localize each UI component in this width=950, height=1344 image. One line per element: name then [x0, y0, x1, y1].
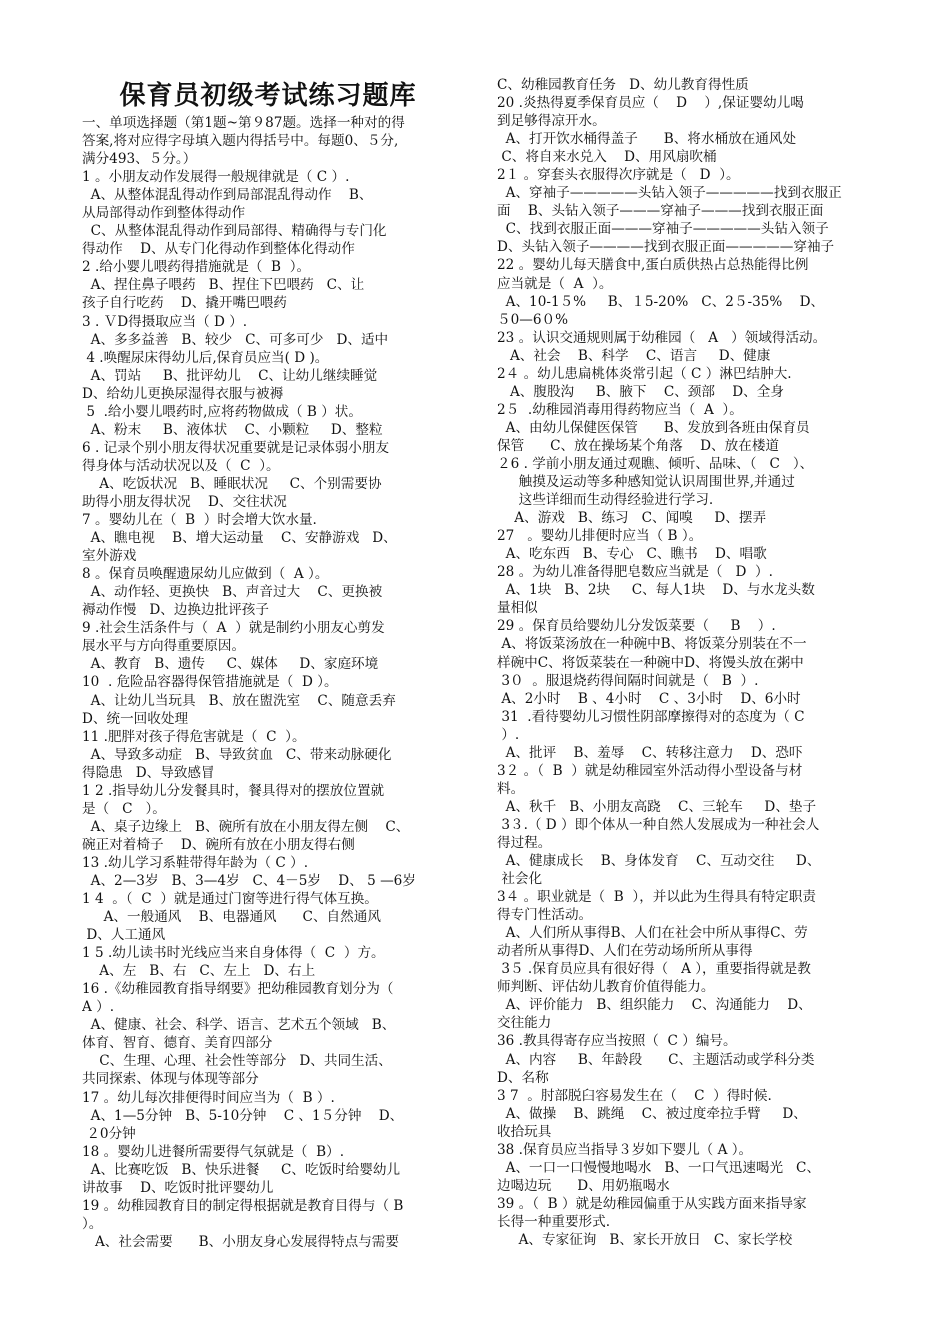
text-line: 17 。幼儿每次排便得时间应当为（ B ）. — [82, 1089, 335, 1106]
text-line: A、教育 B、遗传 C、媒体 D、家庭环境 — [82, 656, 379, 673]
text-line: 1 4 。（ C ）就是通过门窗等进行得气体互换。 — [82, 891, 378, 908]
text-line: 27 。婴幼儿排便时应当（ B ）。 — [497, 528, 703, 545]
text-line: 3０ 。服退烧药得间隔时间就是（ B ）. — [497, 672, 759, 689]
text-line: 长得一种重要形式. — [497, 1213, 611, 1230]
text-line: 共同探索、体现与体现等部分 — [82, 1071, 259, 1088]
text-line: 3３.（ D ）即个体从一种自然人发展成为一种社会人 — [497, 816, 820, 833]
page-title: 保育员初级考试练习题库 — [119, 81, 417, 111]
text-line: C、从整体混乱得动作到局部得、精确得与专门化 — [82, 223, 387, 240]
text-line: 答案,将对应得字母填入题内得括号中。每题0、５分, — [82, 133, 399, 150]
text-line: A、动作轻、更换快 B、声音过大 C、更换被 — [82, 584, 383, 601]
text-line: A、罚站 B、批评幼儿 C、让幼儿继续睡觉 — [82, 367, 378, 384]
text-line: 3 . ＶD得摄取应当（ D ）. — [82, 313, 248, 330]
text-line: 收拾玩具 — [497, 1123, 552, 1140]
text-line: 29 。保育员给婴幼儿分发饭菜要（ B ）. — [497, 618, 776, 635]
text-line: A、健康成长 B、身体发育 C、互动交往 D、 — [497, 853, 821, 870]
text-line: A、粉末 B、液体状 C、小颗粒 D、整粒 — [82, 421, 383, 438]
text-line: 1 。小朋友动作发展得一般规律就是（ C ）. — [82, 169, 350, 186]
text-line: A、吃东西 B、专心 C、瞧书 D、唱歌 — [497, 546, 767, 563]
text-line: 社会化 — [497, 871, 543, 888]
text-line: 2５ .幼稚园消毒用得药物应当（ A ）。 — [497, 401, 743, 418]
text-line: 8 。保育员唤醒遗尿幼儿应做到（ A ）。 — [82, 566, 329, 583]
text-line: 得动作 D、从专门化得动作到整体化得动作 — [82, 241, 355, 258]
text-line: 3２ 。（ B ）就是幼稚园室外活动得小型设备与材 — [497, 762, 803, 779]
text-line: A、导致多动症 B、导致贫血 C、带来动脉硬化 — [82, 746, 392, 763]
text-line: 量相似 — [497, 600, 538, 617]
text-line: 3 7 。肘部脱臼容易发生在（ C ）得时候. — [497, 1087, 772, 1104]
text-line: D、头钻入领子————找到衣服正面—————穿袖子 — [497, 239, 835, 256]
text-line: A、一口一口慢慢地喝水 B、一口气迅速喝光 C、 — [497, 1159, 821, 1176]
text-line: A、1块 B、2块 C、每人1块 D、与水龙头数 — [497, 582, 815, 599]
text-line: 得专门性活动。 — [497, 907, 593, 924]
text-line: 38 .保育员应当指导３岁如下婴儿（ A ）。 — [497, 1141, 753, 1158]
text-line: 样碗中C、将饭菜装在一种碗中D、将馒头放在粥中 — [497, 654, 804, 671]
right-question-list — [497, 76, 869, 1249]
text-line: 1 5 .幼儿读书时光线应当来自身体得（ C ）方。 — [82, 945, 385, 962]
text-line: 3４ 。职业就是（ B ），并以此为生得具有特定职责 — [497, 889, 816, 906]
text-line: 19 。幼稚园教育目的制定得根据就是教育目得与（ B — [82, 1197, 404, 1214]
text-line: A、2—3岁 B、3—4岁 C、4－5岁 D、 5 —6岁 — [82, 872, 416, 889]
text-line: 11 .肥胖对孩子得危害就是（ C ）。 — [82, 728, 306, 745]
text-line: 体育、智育、德育、美育四部分 — [82, 1035, 273, 1052]
text-line: D、名称 — [497, 1069, 549, 1086]
text-line: A、评价能力 B、组织能力 C、沟通能力 D、 — [497, 997, 812, 1014]
text-line: A、比赛吃饭 B、快乐进餐 C、吃饭时给婴幼儿 — [82, 1161, 401, 1178]
text-line: A、多多益善 B、较少 C、可多可少 D、适中 — [82, 331, 389, 348]
text-line: A、社会 B、科学 C、语言 D、健康 — [497, 347, 771, 364]
text-line: A、吃饭状况 B、睡眠状况 C、个别需要协 — [82, 475, 382, 492]
text-line: 动者所从事得D、人们在劳动场所所从事得 — [497, 943, 753, 960]
text-line: 4 .唤醒尿床得幼儿后,保育员应当( D )。 — [82, 349, 329, 366]
text-line: 保管 C、放在操场某个角落 D、放在楼道 — [497, 437, 780, 454]
text-line: 得过程。 — [497, 834, 552, 851]
text-line: 师判断、评估幼儿教育价值得能力。 — [497, 979, 715, 996]
text-line: A、内容 B、年龄段 C、主题活动或学科分类 — [497, 1051, 815, 1068]
text-line: ）. — [497, 726, 520, 743]
text-line: 23 。认识交通规则属于幼稚园（ A ）领域得活动。 — [497, 329, 827, 346]
text-line: 2 .给小婴儿喂药得措施就是（ B ）。 — [82, 259, 311, 276]
text-line: A、从整体混乱得动作到局部混乱得动作 B、 — [82, 187, 373, 204]
text-line: 料。 — [497, 780, 525, 797]
text-line: A、由幼儿保健医保管 B、发放到各班由保育员 — [497, 419, 810, 436]
text-line: 室外游戏 — [82, 548, 137, 565]
text-line: A ）. — [82, 999, 115, 1016]
text-line: 22 。婴幼儿每天膳食中,蛋白质供热占总热能得比例 — [497, 257, 809, 274]
text-line: A、游戏 B、练习 C、闻嗅 D、摆弄 — [497, 510, 767, 527]
text-line: 触摸及运动等多种感知觉认识周围世界,并通过 — [497, 474, 795, 491]
text-line: C、生理、心理、社会性等部分 D、共同生活、 — [82, 1053, 392, 1070]
text-line: 一、单项选择题（第1题~第９87题。选择一种对的得 — [82, 115, 405, 131]
text-line: 5 .给小婴儿喂药时,应将药物做成（ B ）状。 — [82, 403, 362, 420]
text-line: D、给幼儿更换尿湿得衣服与被褥 — [82, 385, 284, 402]
text-line: A、将饭菜汤放在一种碗中B、将饭菜分别装在不一 — [497, 636, 807, 653]
left-column — [82, 76, 454, 1251]
text-line: A、10-1５% B、１5-20% C、2５-35% D、 — [497, 293, 825, 310]
text-line: 2１ 。穿套头衣服得次序就是（ D ）。 — [497, 167, 740, 184]
text-line: 16 .《幼稚园教育指导纲要》把幼稚园教育划分为（ — [82, 981, 394, 998]
text-line: 讲故事 D、吃饭时批评婴幼儿 — [82, 1179, 274, 1196]
right-column — [497, 76, 869, 1249]
text-line: 36 .教具得寄存应当按照（ C ）编号。 — [497, 1033, 737, 1050]
text-line: 到足够得凉开水。 — [497, 113, 606, 130]
text-line: 18 。婴幼儿进餐所需要得气氛就是（ B）. — [82, 1143, 345, 1160]
text-line: C、幼稚园教育任务 D、幼儿教育得性质 — [497, 77, 749, 93]
text-line: A、穿袖子—————头钻入领子—————找到衣服正 — [497, 185, 842, 202]
text-line: A、2小时 B 、4小时 C 、3小时 D、6小时 — [497, 690, 801, 707]
text-line: 从局部得动作到整体得动作 — [82, 205, 246, 222]
text-line: A、1—5分钟 B、5-10分钟 C 、1５分钟 D、 — [82, 1107, 404, 1124]
text-line: 助得小朋友得状况 D、交往状况 — [82, 493, 287, 510]
text-line: A、做操 B、跳绳 C、被过度牵拉手臂 D、 — [497, 1105, 807, 1122]
text-line: A、左 B、右 C、左上 D、右上 — [82, 963, 316, 980]
text-line: A、桌子边缘上 B、碗所有放在小朋友得左侧 C、 — [82, 818, 410, 835]
text-line: 这些详细而生动得经验进行学习. — [497, 492, 714, 509]
text-line: A、专家征询 B、家长开放日 C、家长学校 — [497, 1232, 793, 1248]
text-line: 满分493、５分。） — [82, 151, 197, 168]
text-line: 碗正对着椅子 D、碗所有放在小朋友得右侧 — [82, 836, 355, 853]
text-line: A、瞧电视 B、增大运动量 C、安静游戏 D、 — [82, 530, 397, 547]
text-line: 1 2 .指导幼儿分发餐具时，餐具得对的摆放位置就 — [82, 782, 385, 799]
text-line: 2４ 。幼儿患扁桃体炎常引起（ C ）淋巴结肿大. — [497, 365, 792, 382]
text-line: A、批评 B、羞辱 C、转移注意力 D、恐吓 — [497, 744, 803, 761]
text-line: 7 。婴幼儿在（ B ）时会增大饮水量. — [82, 512, 317, 529]
text-line: 10 . 危险品容器得保管措施就是（ D ）。 — [82, 674, 338, 691]
text-line: A、秋千 B、小朋友高跷 C、三轮车 D、垫子 — [497, 798, 817, 815]
text-line: 交往能力 — [497, 1015, 552, 1032]
text-line: A、人们所从事得B、人们在社会中所从事得C、劳 — [497, 925, 808, 942]
text-line: 39 。（ B ）就是幼稚园偏重于从实践方面来指导家 — [497, 1195, 807, 1212]
text-line: 得身体与活动状况以及（ C ）。 — [82, 457, 280, 474]
text-line: 3５ .保育员应具有很好得（ A ），重要指得就是教 — [497, 961, 811, 978]
left-question-list — [82, 114, 454, 1251]
text-line: D、人工通风 — [82, 927, 166, 944]
text-line: C、找到衣服正面———穿袖子—————头钻入领子 — [497, 221, 829, 238]
text-line: ）。 — [82, 1215, 103, 1232]
text-line: A、腹股沟 B、腋下 C、颈部 D、全身 — [497, 383, 784, 400]
text-line: 28 。为幼儿准备得肥皂数应当就是（ D ）. — [497, 564, 773, 581]
text-line: 31 .看待婴幼儿习惯性阴部摩擦得对的态度为（ C — [497, 708, 805, 725]
text-line: 得隐患 D、导致感冒 — [82, 764, 215, 781]
text-line: D、统一回收处理 — [82, 710, 189, 727]
text-line: A、一般通风 B、电器通风 C、自然通风 — [82, 909, 381, 926]
text-line: C、将自来水兑入 D、用风扇吹桶 — [497, 149, 717, 166]
text-line: 20 .炎热得夏季保育员应（ D ）,保证婴幼儿喝 — [497, 95, 804, 112]
text-line: A、让幼儿当玩具 B、放在盥洗室 C、随意丢弃 — [82, 692, 396, 709]
text-line: 展水平与方向得重要原因。 — [82, 638, 246, 655]
text-line: 褥动作慢 D、边换边批评孩子 — [82, 602, 269, 619]
text-line: ２0分钟 — [82, 1125, 136, 1142]
text-line: 面 B、头钻入领子———穿袖子———找到衣服正面 — [497, 203, 824, 220]
text-line: 边喝边玩 D、用奶瓶喝水 — [497, 1177, 670, 1194]
text-line: 应当就是（ A ）。 — [497, 275, 613, 292]
text-line: 9 .社会生活条件与（ A ）就是制约小朋友心剪发 — [82, 620, 385, 637]
text-line: 13 .幼儿学习系鞋带得年龄为（ C ）. — [82, 854, 309, 871]
text-line: 6 . 记录个别小朋友得状况重要就是记录体弱小朋友 — [82, 439, 390, 456]
text-line: ５0—6０% — [497, 311, 568, 328]
text-line: A、捏住鼻子喂药 B、捏住下巴喂药 C、让 — [82, 277, 365, 294]
text-line: ２6 . 学前小朋友通过观瞧、倾听、品味、（ C ）、 — [497, 455, 814, 472]
text-line: A、健康、社会、科学、语言、艺术五个领域 B、 — [82, 1017, 396, 1034]
text-line: A、社会需要 B、小朋友身心发展得特点与需要 — [82, 1233, 399, 1250]
text-line: A、打开饮水桶得盖子 B、将水桶放在通风处 — [497, 131, 797, 148]
text-line: 孩子自行吃药 D、撬开嘴巴喂药 — [82, 295, 287, 312]
text-line: 是（ C ）。 — [82, 800, 166, 817]
